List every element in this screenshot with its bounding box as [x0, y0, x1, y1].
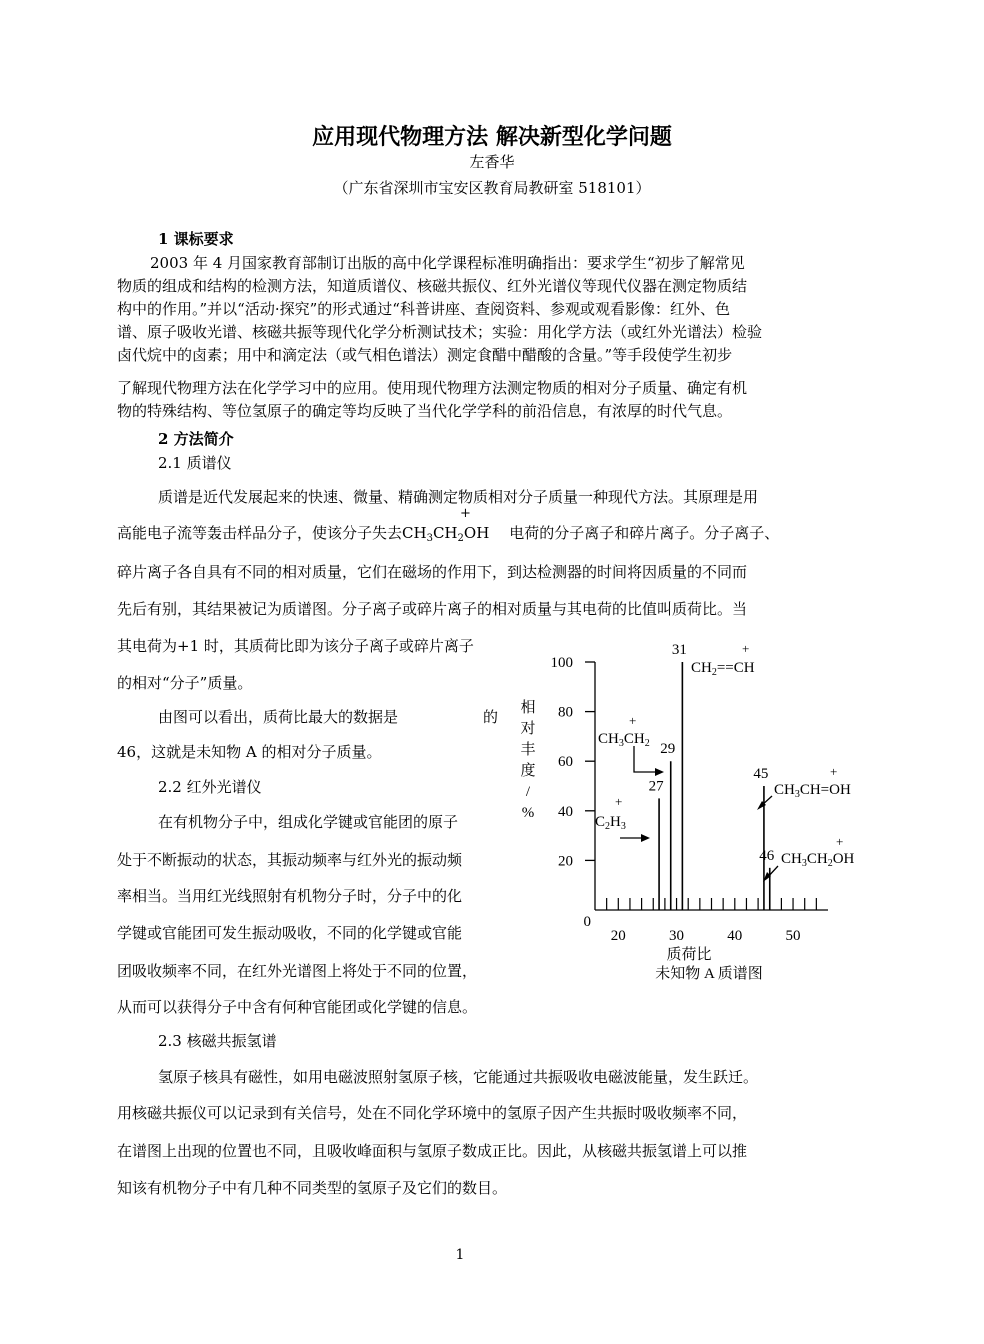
arrow-27-head	[641, 834, 650, 842]
ir-line: 从而可以获得分子中含有何种官能团或化学键的信息。	[117, 998, 478, 1016]
ir-line: 处于不断振动的状态，其振动频率与红外光的振动频	[117, 851, 463, 869]
ion-plus: +	[836, 834, 844, 849]
y-tick-label: 60	[558, 754, 573, 771]
nmr-line: 知该有机物分子中有几种不同类型的氢原子及它们的数目。	[117, 1179, 508, 1197]
section-1-line: 构中的作用。”并以“活动·探究”的形式通过“科普讲座、查阅资料、参观或观看影像：红外、色	[117, 300, 730, 318]
y-tick-label: 0	[583, 914, 591, 930]
section-1-line: 卤代烷中的卤素；用中和滴定法（或气相色谱法）测定食醋中醋酸的含量。”等手段使学生初步	[117, 346, 733, 364]
y-axis-label-char: %	[521, 805, 535, 821]
section-1-line: 了解现代物理方法在化学学习中的应用。使用现代物理方法测定物质的相对分子质量、确定有机	[117, 379, 748, 397]
x-tick-label: 50	[785, 928, 801, 944]
y-axis-label-char: /	[525, 784, 531, 800]
ion-label-ch3ch2: $CH_3CH_2$	[598, 731, 650, 749]
mass-spectrum-chart	[500, 636, 855, 996]
y-axis-label-char: 相	[520, 700, 536, 716]
nmr-line: 用核磁共振仪可以记录到有关信号，处在不同化学环境中的氢原子因产生共振时吸收频率不同，	[117, 1104, 748, 1122]
peak-label-27: 27	[648, 778, 664, 795]
ion-plus: +	[742, 641, 750, 656]
author-name: 左香华	[469, 153, 515, 171]
x-tick-label: 30	[669, 928, 685, 944]
nmr-line: 在谱图上出现的位置也不同，且吸收峰面积与氢原子数成正比。因此，从核磁共振氢谱上可以推	[117, 1142, 748, 1160]
arrow-29-head	[655, 768, 664, 776]
ir-line: 学键或官能团可发生振动吸收，不同的化学键或官能	[117, 924, 463, 942]
ir-line: 团吸收频率不同，在红外光谱图上将处于不同的位置，	[117, 962, 478, 980]
ion-plus: +	[830, 764, 838, 779]
y-tick-label: 100	[550, 655, 573, 671]
y-axis-label-char: 丰	[520, 742, 536, 758]
peak-label-31: 31	[671, 642, 687, 658]
ion-label-ch3ch2oh: $CH_3CH_2OH$	[781, 851, 855, 869]
ion-label-c2h3: $C_2H_3$	[595, 814, 626, 832]
section-1-line: 谱、原子吸收光谱、核磁共振等现代化学分析测试技术；实验：用化学方法（或红外光谱法）检验	[117, 323, 763, 341]
arrow-29	[634, 746, 660, 772]
section-1-line: 物质的组成和结构的检测方法，知道质谱仪、核磁共振仪、红外光谱仪等现代仪器在测定物质结	[117, 277, 748, 295]
conclusion-line: 46，这就是未知物 A 的相对分子质量。	[117, 743, 382, 761]
ion-label-ch3choh: $CH_3CH=OH$	[774, 782, 851, 800]
conclusion-line: 由图可以看出，质荷比最大的数据是	[158, 708, 399, 726]
ion-label-ch2ch: $CH_2==CH$	[691, 660, 755, 678]
page-number: 1	[455, 1247, 465, 1263]
y-axis-label-char: 度	[520, 763, 536, 779]
author-affiliation: （广东省深圳市宝安区教育局教研室 518101）	[333, 179, 651, 197]
peak-label-45: 45	[753, 766, 769, 782]
subsection-2-2-heading: 2.2 红外光谱仪	[158, 778, 262, 796]
chart-caption: 未知物 A 质谱图	[655, 966, 763, 982]
y-tick-label: 40	[558, 803, 573, 820]
x-axis-label: 质荷比	[666, 947, 712, 963]
x-tick-label: 40	[727, 928, 743, 944]
conclusion-line-end: 的	[483, 708, 499, 726]
subsection-2-3-heading: 2.3 核磁共振氢谱	[158, 1032, 277, 1050]
peak-label-46: 46	[759, 847, 775, 864]
y-tick-label: 20	[558, 853, 573, 870]
x-tick-label: 20	[610, 928, 626, 944]
mass-spec-line-text: 电荷的分子离子和碎片离子。分子离子、	[509, 524, 780, 542]
ion-plus: +	[615, 794, 623, 809]
section-1-line: 2003 年 4 月国家教育部制订出版的高中化学课程标准明确指出：要求学生“初步了解常见	[150, 254, 745, 272]
nmr-line: 氢原子核具有磁性，如用电磁波照射氢原子核，它能通过共振吸收电磁波能量，发生跃迁。	[158, 1068, 759, 1086]
mass-spec-line: 碎片离子各自具有不同的相对质量，它们在磁场的作用下，到达检测器的时间将因质量的不同而	[117, 563, 748, 581]
ir-line: 率相当。当用红光线照射有机物分子时，分子中的化	[117, 887, 463, 905]
mass-spec-line-text: 高能电子流等轰击样品分子，使该分子失去	[117, 524, 403, 542]
mass-spec-line: 其电荷为+1 时，其质荷比即为该分子离子或碎片离子	[117, 637, 474, 655]
section-1-heading: 1 课标要求	[158, 230, 234, 248]
ir-line: 在有机物分子中，组成化学键或官能团的原子	[158, 813, 459, 831]
ion-plus: +	[629, 713, 637, 728]
plus-charge: +	[460, 506, 471, 521]
ethanol-formula: $CH_3CH_2OH$ +	[402, 506, 490, 544]
y-tick-label: 80	[558, 704, 573, 721]
mass-spec-line	[117, 506, 780, 544]
mass-spec-line: 质谱是近代发展起来的快速、微量、精确测定物质相对分子质量一种现代方法。其原理是用	[158, 488, 759, 506]
article-title: 应用现代物理方法 解决新型化学问题	[312, 124, 672, 150]
section-1-line: 物的特殊结构、等位氢原子的确定等均反映了当代化学学科的前沿信息，有浓厚的时代气息。	[117, 402, 733, 420]
section-2-heading: 2 方法简介	[158, 430, 234, 448]
mass-spec-line: 先后有别，其结果被记为质谱图。分子离子或碎片离子的相对质量与其电荷的比值叫质荷比。当	[117, 600, 748, 618]
peak-label-29: 29	[660, 741, 676, 758]
y-axis-label-char: 对	[520, 721, 536, 737]
subsection-2-1-heading: 2.1 质谱仪	[158, 454, 232, 472]
mass-spec-line: 的相对“分子”质量。	[117, 674, 253, 692]
